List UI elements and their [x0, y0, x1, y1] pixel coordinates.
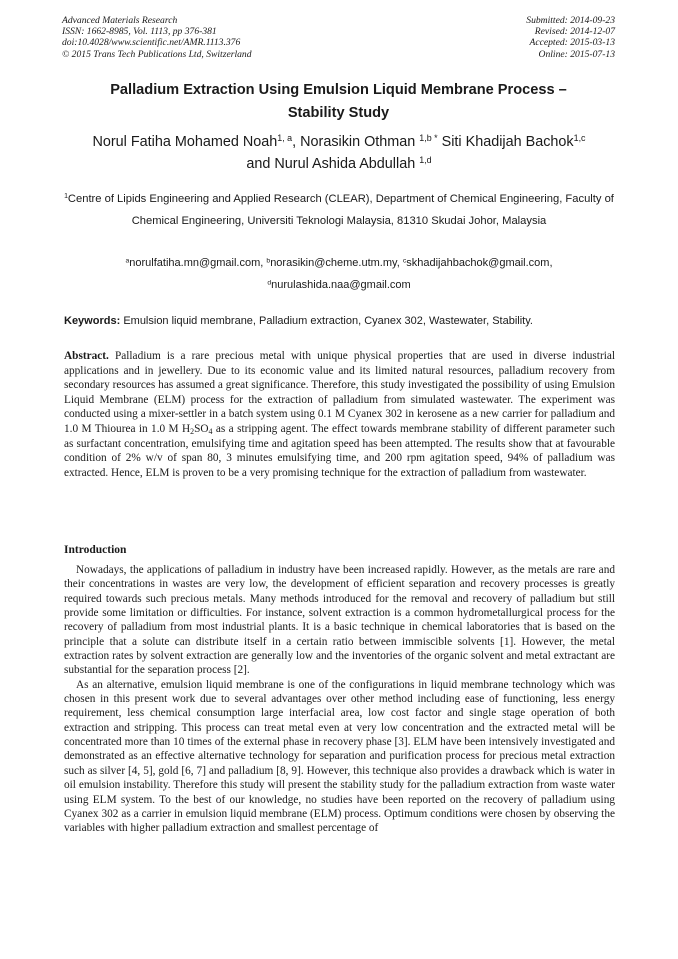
affiliation — [55, 189, 623, 232]
author-3: Siti Khadijah Bachok — [441, 134, 574, 150]
issn-info: ISSN: 1662-8985, Vol. 1113, pp 376-381 — [62, 26, 217, 38]
doi-info: doi:10.4028/www.scientific.net/AMR.1113.376 — [62, 37, 241, 49]
intro-paragraph-1: Nowadays, the applications of palladium in industry have been increased rapidly. However, as the metals are rare and their concentrations in wastes are very low, the development of efficient separation and recovery processes is greatly required towards such precious metals. Many methods introduced for the removal and recovery of palladium but still provide some limitation or difficulties. For instance, solvent extraction is a common hydrometallurgical process for the recovery of palladium from most industrial plants. It is a basic technique in chemical laboratories that is based on the principle that a solute can distribute itself in a certain ratio between immiscible solvents [1]. However, the metal extraction rates by solvent extraction are generally low and the inventories of the organic solvent and metal extractant are substantial for the separation process [2]. — [64, 564, 615, 677]
header-right — [526, 15, 615, 60]
author-emails — [55, 253, 623, 296]
abstract-section — [64, 349, 615, 480]
online-date: Online: 2015-07-13 — [538, 48, 615, 60]
title-line-1: Palladium Extraction Using Emulsion Liquid Membrane Process – — [110, 82, 567, 98]
author-3-sup: 1,c — [573, 133, 586, 144]
affiliation-text: Centre of Lipids Engineering and Applied Research (CLEAR), Department of Chemical Engineering, Faculty of Chemical Engineering, Universiti Teknologi Malaysia, 81310 Skudai Johor, Malaysia — [67, 193, 614, 227]
abstract-label: Abstract. — [64, 350, 109, 362]
author-connector: and — [246, 156, 271, 172]
abstract-text-1: Palladium is a rare precious metal with unique physical properties that are used in diverse industrial applications and in jewellery. Due to its economic value and its limited natural resources, palladium recovery from secondary resources has assumed a great significance. Therefore, this study investigated the possibility of using Emulsion Liquid Membrane (ELM) process for the extraction of palladium from simulated wastewater. The experiment was conducted using a mixer-settler in a batch system using 0.1 M Cyanex 302 in kerosene as a new carrier for palladium and 1.0 M Thiourea in 1.0 M H — [64, 350, 615, 435]
keywords-section — [64, 314, 617, 328]
paper-title — [62, 79, 615, 125]
author-1: Norul Fatiha Mohamed Noah — [92, 134, 278, 150]
email-c-sup: c — [402, 257, 407, 265]
intro-paragraph-2: As an alternative, emulsion liquid membrane is one of the configurations in liquid membrane technology which was chosen in this present work due to several advantages over other method including ease of functioning, less energy requirement, less chemical consumption large interfacial area, low cost factor and single stage operation of both extraction and stripping. This process can treat metal even at very low concentration and the extracted metal will be concentrated more than 10 times of the external phase in recovery phase [3]. ELM have been intensively investigated and demonstrated as an effective alternative technology for separation and purification process for precious metal extraction such as silver [4, 5], gold [6, 7] and palladium [8, 9]. However, this technique also provides a drawback which is water in oil emulsion instability. Therefore this study will present the stability study for the palladium extraction from waste water using ELM system. To the best of our knowledge, no studies have been reported on the recovery of palladium using Cyanex 302 as a carrier in emulsion liquid membrane (ELM) process. Optimum conditions were chosen by observing the variables with higher palladium extraction and smallest percentage of — [64, 678, 615, 835]
abstract-text-3: as a stripping agent. The effect towards membrane stability of different parameter such as surfactant concentration, emulsifying time and agitation speed has been attempted. The results show that at favourable condition of 2% w/v of span 80, 3 minutes emulsifying time, and 200 rpm agitation speed, 94% of palladium was extracted. Hence, ELM is proven to be a very promising technique for the extraction of palladium from wastewater. — [64, 422, 615, 479]
email-d-sup: d — [267, 278, 272, 286]
title-line-2: Stability Study — [287, 105, 390, 121]
email-c: skhadijahbachok@gmail.com, — [406, 257, 553, 269]
author-2-sup: 1,b * — [419, 133, 438, 144]
author-line-2 — [40, 153, 638, 175]
header-left — [62, 15, 252, 60]
email-b: norasikin@cheme.utm.my, — [270, 257, 400, 269]
author-2: Norasikin Othman — [300, 134, 416, 150]
email-a: norulfatiha.mn@gmail.com, — [129, 257, 264, 269]
email-d: nurulashida.naa@gmail.com — [271, 278, 411, 291]
email-line-2 — [55, 275, 623, 297]
abstract-sub-2: 4 — [208, 426, 213, 436]
journal-name: Advanced Materials Research — [62, 15, 178, 26]
email-line-1 — [55, 253, 623, 275]
revised-date: Revised: 2014-12-07 — [534, 26, 615, 38]
email-b-sup: b — [266, 257, 271, 265]
author-4-sup: 1,d — [419, 155, 432, 166]
affiliation-sup: 1 — [64, 193, 68, 201]
author-list — [40, 131, 638, 175]
email-a-sup: a — [125, 257, 130, 265]
abstract-sub-1: 2 — [190, 426, 195, 436]
introduction-body — [64, 563, 615, 836]
author-4: Nurul Ashida Abdullah — [274, 156, 416, 172]
author-1-sup: 1, a — [277, 133, 293, 144]
author-line-1: Norul Fatiha Mohamed Noah$^{1, a}$, Norasikin Othman $^{1,b *}$ Siti Khadijah Bachok$^{1,c}$ — [92, 133, 586, 150]
abstract-text-2: SO — [194, 422, 209, 435]
introduction-heading: Introduction — [64, 544, 127, 556]
accepted-date: Accepted: 2015-03-13 — [529, 37, 615, 49]
keywords-label: Keywords: — [64, 315, 121, 327]
copyright-info: © 2015 Trans Tech Publications Ltd, Switzerland — [62, 48, 252, 60]
submitted-date: Submitted: 2014-09-23 — [526, 15, 615, 26]
keywords-text: Emulsion liquid membrane, Palladium extraction, Cyanex 302, Wastewater, Stability. — [123, 315, 533, 327]
